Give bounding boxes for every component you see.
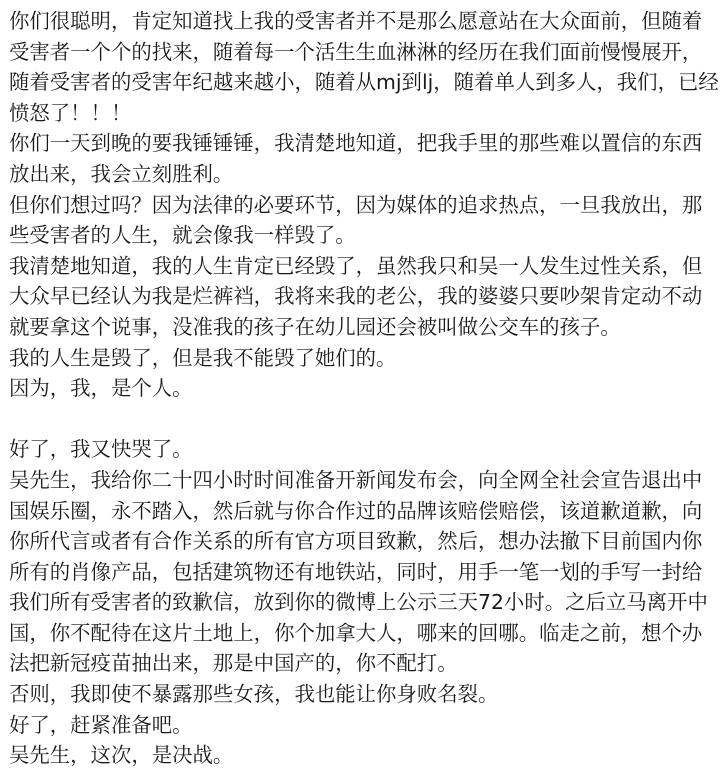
paragraph-4: 我清楚地知道，我的人生肯定已经毁了，虽然我只和吴一人发生过性关系，但大众早已经认为我是烂裤裆，我将来我的老公，我的婆婆只要吵架肯定动不动就要拿这个说事，没准我的孩子在幼儿园还会被叫做公交车的孩子。	[9, 253, 703, 339]
paragraph-11: 吴先生，这次，是决战。	[9, 743, 234, 768]
paragraph-5: 我的人生是毁了，但是我不能毁了她们的。	[9, 345, 397, 370]
paragraph-1: 你们很聪明，肯定知道找上我的受害者并不是那么愿意站在大众面前，但随着受害者一个个的找来，随着每一个活生生血淋淋的经历在我们面前慢慢展开，随着受害者的受害年纪越来越小，随着从mj到lj，随着单人到多人，我们，已经愤怒了！！！	[9, 9, 719, 125]
paragraph-10: 好了，赶紧准备吧。	[9, 712, 193, 737]
paragraph-9: 否则，我即使不暴露那些女孩，我也能让你身败名裂。	[9, 682, 499, 707]
paragraph-7: 好了，我又快哭了。	[9, 437, 193, 462]
paragraph-6: 因为，我，是个人。	[9, 376, 193, 401]
paragraph-2: 你们一天到晚的要我锤锤锤，我清楚地知道，把我手里的那些难以置信的东西放出来，我会立刻胜利。	[9, 131, 703, 186]
paragraph-8: 吴先生，我给你二十四小时时间准备开新闻发布会，向全网全社会宣告退出中国娱乐圈，永不踏入，然后就与你合作过的品牌该赔偿赔偿，该道歉道歉，向你所代言或者有合作关系的所有官方项目致歉，然后，想办法撤下目前国内你所有的肖像产品，包括建筑物还有地铁站，同时，用手一笔一划的手写一封给我们所有受害者的致歉信，放到你的微博上公示三天72小时。之后立马离开中国，你不配待在这片土地上，你个加拿大人，哪来的回哪。临走之前，想个办法把新冠疫苗抽出来，那是中国产的，你不配打。	[9, 467, 708, 676]
paragraph-3: 但你们想过吗？因为法律的必要环节，因为媒体的追求热点，一旦我放出，那些受害者的人生，就会像我一样毁了。	[9, 192, 703, 248]
document-body	[9, 6, 721, 771]
blank-line	[9, 404, 721, 435]
